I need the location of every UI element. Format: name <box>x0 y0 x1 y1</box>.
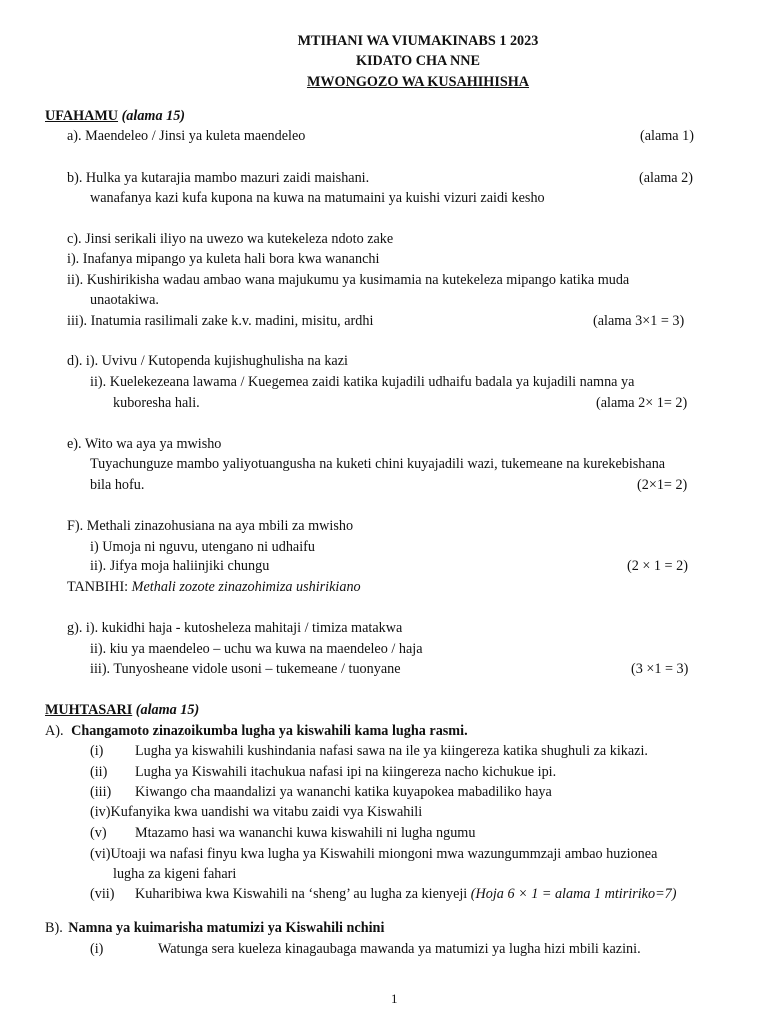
answer-a: a). Maendeleo / Jinsi ya kuleta maendeleo <box>67 128 306 144</box>
list-number: (vi) <box>90 846 111 862</box>
part-a-title: Changamoto zinazoikumba lugha ya kiswahili kama lugha rasmi. <box>71 723 468 739</box>
answer-c-line1: c). Jinsi serikali iliyo na uwezo wa kutekeleza ndoto zake <box>67 231 394 247</box>
answer-b-line1: b). Hulka ya kutarajia mambo mazuri zaidi maishani. <box>67 170 370 186</box>
list-item: Lugha ya Kiswahili itachukua nafasi ipi na kiingereza nacho kichukue ipi. <box>135 764 557 780</box>
list-item: Lugha ya kiswahili kushindania nafasi sawa na ile ya kiingereza katika shughuli za kikazi. <box>135 743 648 759</box>
list-number: (iii) <box>90 784 112 800</box>
part-b-title: Namna ya kuimarisha matumizi ya Kiswahili nchini <box>68 920 385 936</box>
answer-d-i: d). i). Uvivu / Kutopenda kujishughulisha na kazi <box>67 353 348 369</box>
marks-note: (Hoja 6 × 1 = alama 1 mtiririko=7) <box>470 886 677 902</box>
list-item: Watunga sera kueleza kinagaubaga mawanda ya matumizi ya lugha hizi mbili kazini. <box>158 941 641 957</box>
answer-g-iii: iii). Tunyosheane vidole usoni – tukemeane / tuonyane <box>90 661 401 677</box>
answer-e-line2: Tuyachunguze mambo yaliyotuangusha na kuketi chini kuyajadili wazi, tukemeane na kurekebishana <box>90 456 666 472</box>
page-number: 1 <box>391 991 398 1006</box>
list-item: Kufanyika kwa uandishi wa vitabu zaidi vya Kiswahili <box>110 804 423 820</box>
list-item: Kuharibiwa kwa Kiswahili na ‘sheng’ au lugha za kienyeji <box>135 886 468 902</box>
section-heading-muhtasari <box>45 702 199 719</box>
exam-subtitle: MWONGOZO WA KUSAHIHISHA <box>306 74 530 90</box>
answer-e-line3: bila hofu. <box>90 477 145 493</box>
list-item-vi-cont: lugha za kigeni fahari <box>113 866 237 882</box>
list-number: (i) <box>90 743 104 759</box>
answer-f-line1: F). Methali zinazohusiana na aya mbili za mwisho <box>67 518 354 534</box>
list-number: (vii) <box>90 886 115 902</box>
part-a-heading <box>45 723 468 740</box>
list-number: (i) <box>90 941 104 957</box>
answer-g-i: g). i). kukidhi haja - kutosheleza mahitaji / timiza matakwa <box>67 620 403 636</box>
marks-f: (2 × 1 = 2) <box>627 558 688 574</box>
part-b-label: B). <box>45 920 63 936</box>
marks-c: (alama 3×1 = 3) <box>593 313 685 329</box>
note-label: TANBIHI: <box>67 579 129 595</box>
section-marks: (alama 15) <box>135 702 200 718</box>
answer-c-ii-cont: unaotakiwa. <box>90 292 159 308</box>
section-marks: (alama 15) <box>121 108 186 124</box>
list-item: Mtazamo hasi wa wananchi kuwa kiswahili ni lugha ngumu <box>135 825 476 841</box>
answer-d-ii-cont: kuboresha hali. <box>113 395 200 411</box>
note-text: Methali zozote zinazohimiza ushirikiano <box>131 579 361 595</box>
list-item-vii <box>135 886 676 903</box>
marks-a: (alama 1) <box>640 128 694 144</box>
answer-c-iii: iii). Inatumia rasilimali zake k.v. madini, misitu, ardhi <box>67 313 374 329</box>
marks-b: (alama 2) <box>639 170 693 186</box>
section-title: UFAHAMU <box>45 108 119 124</box>
list-item-vi <box>90 846 657 863</box>
list-item: Utoaji wa nafasi finyu kwa lugha ya Kiswahili miongoni mwa wazungummzaji ambao huzionea <box>110 846 658 862</box>
part-a-label: A). <box>45 723 64 739</box>
answer-f-ii: ii). Jifya moja haliinjiki chungu <box>90 558 270 574</box>
answer-d-ii: ii). Kuelekezeana lawama / Kuegemea zaidi katika kujadili udhaifu badala ya kujadili namna ya <box>90 374 635 390</box>
list-number: (v) <box>90 825 107 841</box>
answer-c-i: i). Inafanya mipango ya kuleta hali bora kwa wananchi <box>67 251 380 267</box>
exam-title: MTIHANI WA VIUMAKINABS 1 2023 <box>297 33 539 49</box>
section-heading-ufahamu <box>45 108 185 125</box>
marks-d: (alama 2× 1= 2) <box>596 395 688 411</box>
marks-e: (2×1= 2) <box>637 477 688 493</box>
list-item-iv <box>90 804 422 821</box>
section-title: MUHTASARI <box>45 702 133 718</box>
marks-g: (3 ×1 = 3) <box>631 661 689 677</box>
answer-b-line2: wanafanya kazi kufa kupona na kuwa na matumaini ya kuishi vizuri zaidi kesho <box>90 190 545 206</box>
answer-f-i: i) Umoja ni nguvu, utengano ni udhaifu <box>90 539 315 555</box>
answer-c-ii: ii). Kushirikisha wadau ambao wana majukumu ya kusimamia na kutekeleza mipango katika muda <box>67 272 630 288</box>
list-item: Kiwango cha maandalizi ya wananchi katika kuyapokea mabadiliko haya <box>135 784 552 800</box>
part-b-heading <box>45 920 384 937</box>
list-number: (ii) <box>90 764 108 780</box>
answer-g-ii: ii). kiu ya maendeleo – uchu wa kuwa na maendeleo / haja <box>90 641 423 657</box>
answer-e-line1: e). Wito wa aya ya mwisho <box>67 436 222 452</box>
exam-form: KIDATO CHA NNE <box>355 53 481 69</box>
note-f <box>67 579 361 596</box>
list-number: (iv) <box>90 804 111 820</box>
